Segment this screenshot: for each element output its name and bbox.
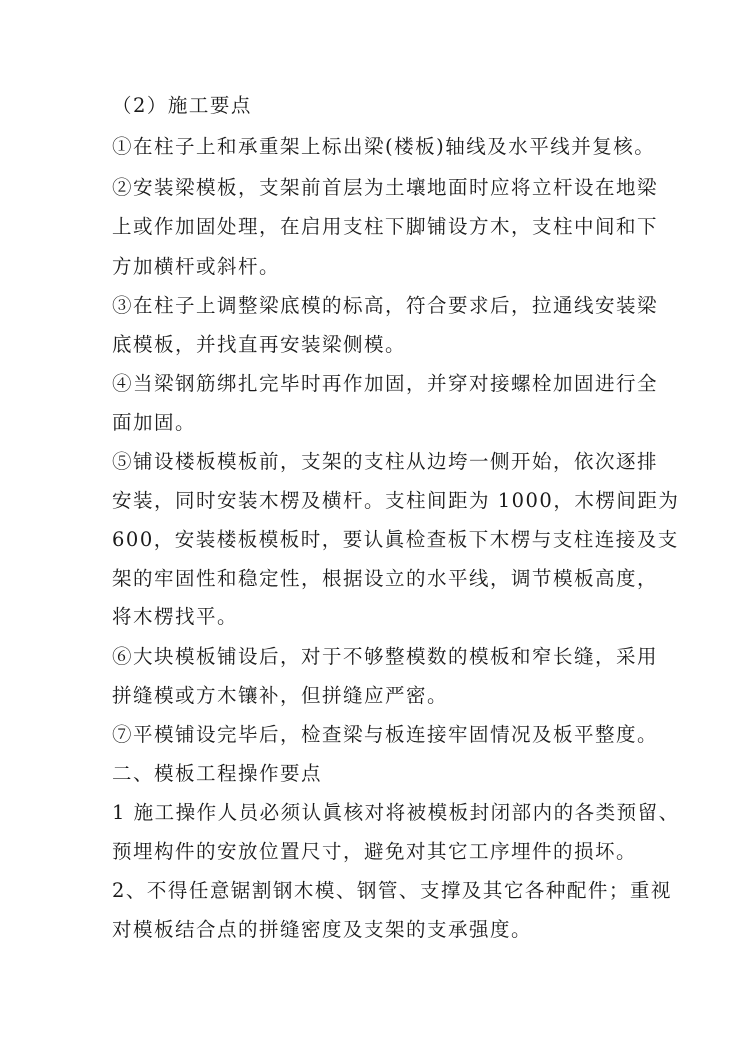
paragraph-line: 架的牢固性和稳定性，根据设立的水平线，调节模板高度， — [112, 567, 659, 590]
paragraph-line: ⑤铺设楼板模板前，支架的支柱从边垮一侧开始，依次逐排 — [112, 450, 659, 473]
paragraph-line: ⑦平模铺设完毕后，检查梁与板连接牢固情况及板平整度。 — [112, 723, 659, 746]
paragraph-line: 1 施工操作人员必须认眞核对将被模板封闭部内的各类预留、 — [112, 801, 680, 824]
paragraph-line: 方加横杆或斜杆。 — [112, 255, 281, 278]
paragraph-line: 底模板，并找直再安装梁侧模。 — [112, 333, 407, 356]
paragraph-line: 2、不得任意锯割钢木模、钢管、支撑及其它各种配件；重视 — [112, 879, 672, 902]
paragraph-line: ③在柱子上调整梁底模的标高，符合要求后，拉通线安装梁 — [112, 294, 659, 317]
paragraph-line: 对模板结合点的拼缝密度及支架的支承强度。 — [112, 918, 533, 941]
paragraph-line: ④当梁钢筋绑扎完毕时再作加固，并穿对接螺栓加固进行全 — [112, 372, 659, 395]
paragraph-line: ⑥大块模板铺设后，对于不够整模数的模板和窄长缝，采用 — [112, 645, 659, 668]
paragraph-line: ②安装梁模板，支架前首层为土壤地面时应将立杆设在地梁 — [112, 176, 659, 199]
subsection-heading: （2）施工要点 — [112, 94, 252, 117]
paragraph-line: 面加固。 — [112, 411, 197, 434]
paragraph-line: 拼缝模或方木镶补，但拼缝应严密。 — [112, 684, 449, 707]
paragraph-line: 上或作加固处理，在启用支柱下脚铺设方木，支柱中间和下 — [112, 215, 659, 238]
section-heading: 二、模板工程操作要点 — [112, 762, 323, 785]
paragraph-line: 预埋构件的安放位置尺寸，避免对其它工序埋件的损坏。 — [112, 840, 638, 863]
paragraph-line: 将木楞找平。 — [112, 605, 239, 628]
paragraph-line: 安装，同时安装木楞及横杆。支柱间距为 1000，木楞间距为 — [112, 489, 680, 512]
paragraph-line: 600，安装楼板模板时，要认眞检查板下木楞与支柱连接及支 — [112, 528, 679, 551]
paragraph-line: ①在柱子上和承重架上标出梁(楼板)轴线及水平线并复核。 — [112, 135, 656, 158]
